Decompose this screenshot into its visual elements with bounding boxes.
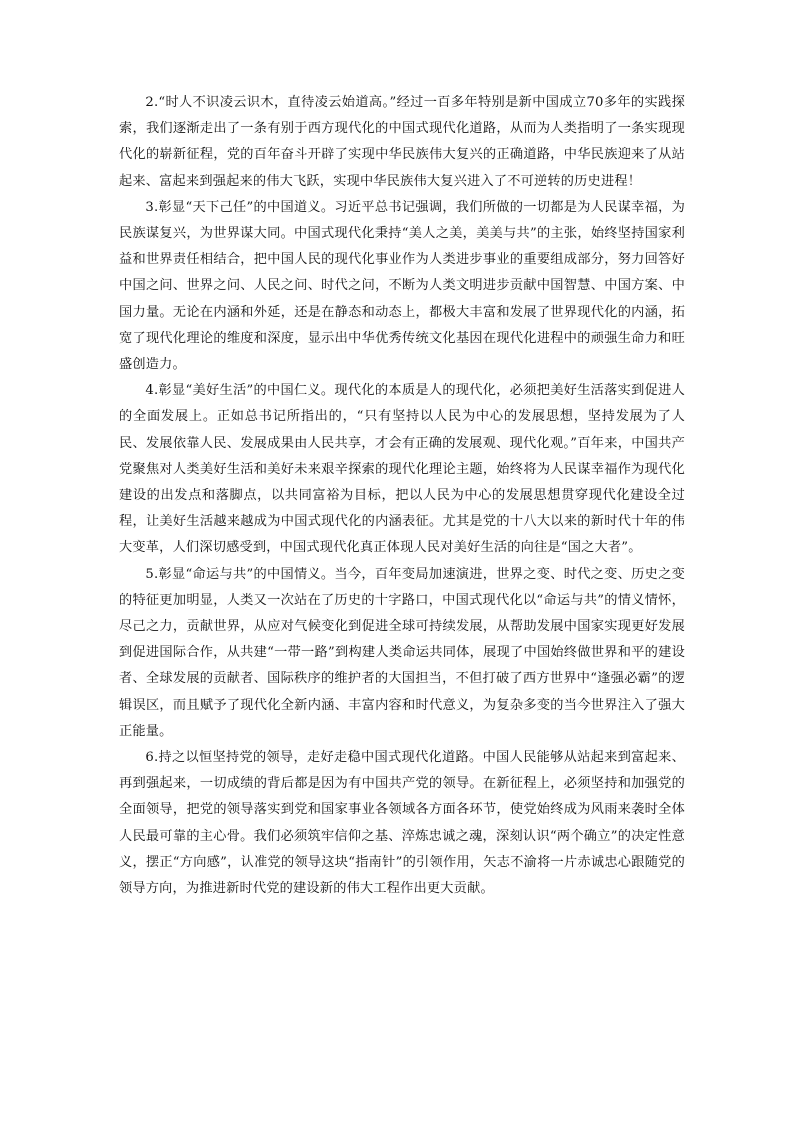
paragraph-4: 4.彰显“美好生活”的中国仁义。现代化的本质是人的现代化，必须把美好生活落实到促进人的全面发展上。正如总书记所指出的，“只有坚持以人民为中心的发展思想，坚持发展为了人民、发展依靠人民、发展成果由人民共享，才会有正确的发展观、现代化观。”百年来，中国共产党聚焦对人类美好生活和美好未来艰辛探索的现代化理论主题，始终将为人民谋幸福作为现代化建设的出发点和落脚点，以共同富裕为目标，把以人民为中心的发展思想贯穿现代化建设全过程，让美好生活越来越成为中国式现代化的内涵表征。尤其是党的十八大以来的新时代十年的伟大变革，人们深切感受到，中国式现代化真正体现人民对美好生活的向往是“国之大者”。: [119, 383, 685, 556]
paragraph-5: 5.彰显“命运与共”的中国情义。当今，百年变局加速演进，世界之变、时代之变、历史之变的特征更加明显，人类又一次站在了历史的十字路口，中国式现代化以“命运与共”的情义情怀，尽己之力，贡献世界，从应对气候变化到促进全球可持续发展，从帮助发展中国家实现更好发展到促进国际合作，从共建“一带一路”到构建人类命运共同体，展现了中国始终做世界和平的建设者、全球发展的贡献者、国际秩序的维护者的大国担当，不但打破了西方世界中“逢强必霸”的逻辑误区，而且赋予了现代化全新内涵、丰富内容和时代意义，为复杂多变的当今世界注入了强大正能量。: [119, 566, 685, 739]
paragraph-3: 3.彰显“天下己任”的中国道义。习近平总书记强调，我们所做的一切都是为人民谋幸福，为民族谋复兴，为世界谋大同。中国式现代化秉持“美人之美，美美与共”的主张，始终坚持国家利益和世界责任相结合，把中国人民的现代化事业作为人类进步事业的重要组成部分，努力回答好中国之问、世界之问、人民之问、时代之问，不断为人类文明进步贡献中国智慧、中国方案、中国力量。无论在内涵和外延，还是在静态和动态上，都极大丰富和发展了世界现代化的内涵，拓宽了现代化理论的维度和深度，显示出中华优秀传统文化基因在现代化进程中的顽强生命力和旺盛创造力。: [119, 199, 685, 373]
paragraph-6: 6.持之以恒坚持党的领导，走好走稳中国式现代化道路。中国人民能够从站起来到富起来、再到强起来，一切成绩的背后都是因为有中国共产党的领导。在新征程上，必须坚持和加强党的全面领导，把党的领导落实到党和国家事业各领域各方面各环节，使党始终成为风雨来袭时全体人民最可靠的主心骨。我们必须筑牢信仰之基、淬炼忠诚之魂，深刻认识“两个确立”的决定性意义，摆正“方向感”，认准党的领导这块“指南针”的引领作用，矢志不渝将一片赤诚忠心跟随党的领导方向，为推进新时代党的建设新的伟大工程作出更大贡献。: [119, 750, 685, 897]
paragraph-2: 2.“时人不识凌云识木，直待凌云始道高。”经过一百多年特别是新中国成立70多年的实践探索，我们逐渐走出了一条有别于西方现代化的中国式现代化道路，从而为人类指明了一条实现现代化的崭新征程，党的百年奋斗开辟了实现中华民族伟大复兴的正确道路，中华民族迎来了从站起来、富起来到强起来的伟大飞跃，实现中华民族伟大复兴进入了不可逆转的历史进程！: [119, 95, 685, 189]
document-body: [119, 90, 685, 902]
